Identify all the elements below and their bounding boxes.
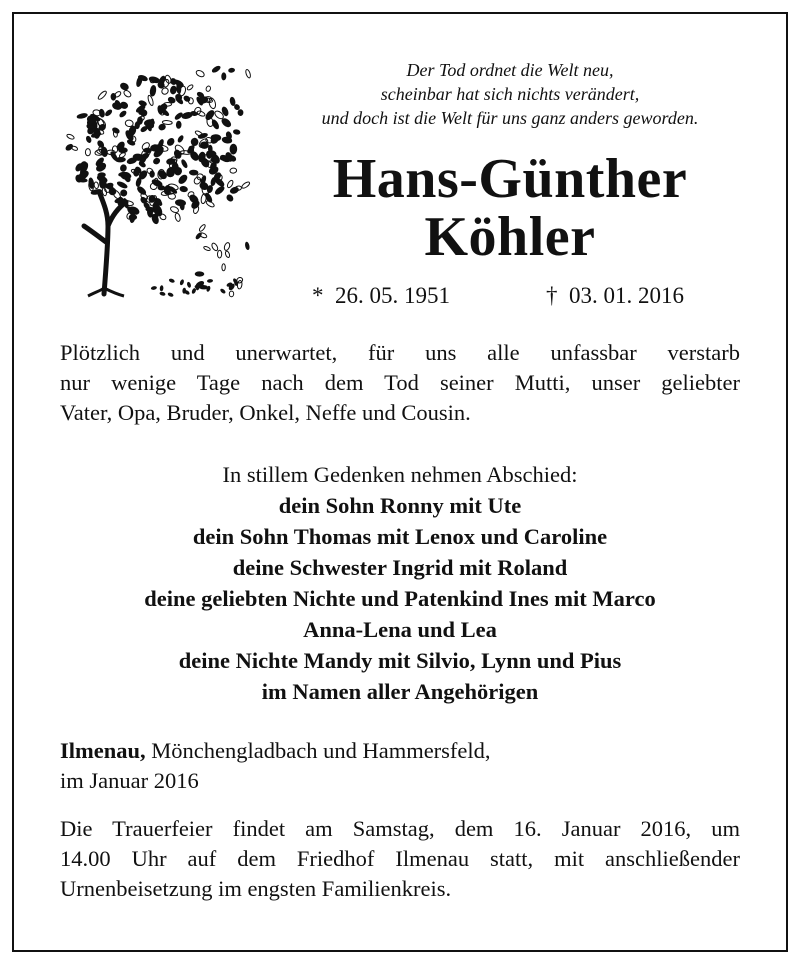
ground-leaf [159, 291, 166, 296]
birth-symbol: * [312, 283, 324, 308]
funeral-info [60, 814, 740, 904]
tree-leaf [138, 100, 147, 107]
ground-leaf [179, 279, 185, 286]
falling-leaf [197, 110, 206, 117]
farewell-heading: In stillem Gedenken nehmen Abschied: [222, 462, 578, 487]
tree-leaf [181, 159, 188, 168]
tree-leaf [135, 177, 141, 187]
tree-leaf [174, 213, 181, 222]
tree-leaf [65, 143, 74, 151]
tree-leaf [200, 142, 208, 148]
ground-leaf [168, 278, 175, 284]
ground-leaf [160, 285, 164, 291]
deceased-name [270, 150, 750, 266]
falling-leaf [226, 179, 234, 188]
falling-leaf [223, 242, 230, 251]
mourner-line: deine Nichte Mandy mit Silvio, Lynn und Pius [178, 648, 622, 673]
tree-leaf [230, 168, 237, 174]
tree-leaf [114, 91, 122, 99]
funeral-line: Urnenbeisetzung im engsten Familienkreis. [60, 876, 452, 901]
tree-leaf [170, 86, 177, 95]
tree-leaf [153, 157, 161, 165]
mourner-line: deine geliebten Nichte und Patenkind Ines mit Marco [144, 586, 656, 611]
tree-leaf [150, 85, 157, 96]
tree-leaf [180, 186, 188, 192]
falling-leaf [225, 251, 231, 258]
tree-leaf [119, 110, 127, 118]
falling-leaf [211, 65, 221, 73]
tree-leaf [117, 181, 128, 189]
tree-leaf [127, 139, 136, 146]
tree-leaf [123, 89, 132, 98]
quote [270, 58, 750, 130]
tree-leaf [177, 135, 184, 143]
tree-leaf [125, 119, 134, 127]
tree-leaf [146, 207, 154, 212]
tree-leaf [130, 213, 136, 223]
place-and-date [60, 736, 740, 796]
falling-leaf [221, 106, 229, 116]
mourner-line: im Namen aller Angehörigen [261, 679, 539, 704]
tree-leaf [191, 138, 198, 146]
quote-line: scheinbar hat sich nichts verändert, [380, 84, 640, 104]
falling-leaf [237, 280, 243, 289]
mourner-line: Anna-Lena und Lea [303, 617, 497, 642]
tree-leaf [175, 96, 184, 105]
tree-leaf [188, 97, 194, 104]
other-places: Mönchengladbach und Hammersfeld, [145, 738, 491, 763]
death-date [546, 282, 684, 310]
falling-leaf [211, 242, 219, 251]
falling-leaf [199, 285, 207, 289]
tree-leaf [99, 109, 105, 118]
tree-leaf [230, 144, 237, 154]
birth-date [312, 282, 450, 310]
intro-line: Vater, Opa, Bruder, Onkel, Neffe und Cousin. [60, 400, 471, 425]
falling-leaf [195, 272, 204, 276]
tree-leaf [97, 90, 107, 100]
tree-leaf [208, 97, 217, 109]
tree-leaf [144, 148, 152, 153]
falling-leaf [195, 69, 205, 78]
first-name: Hans-Günther [332, 148, 688, 210]
tree-leaf [120, 164, 127, 171]
falling-leaf [233, 129, 240, 134]
tree-leaf [176, 121, 181, 128]
tree-leaf [194, 130, 203, 137]
falling-leaf [238, 110, 243, 116]
falling-leaf [245, 69, 251, 79]
death-symbol: † [546, 283, 558, 308]
last-name: Köhler [424, 206, 596, 268]
ground-leaf [207, 279, 213, 283]
death-date-value: 03. 01. 2016 [569, 283, 684, 308]
tree-leaf [189, 170, 197, 175]
tree-leaf [170, 206, 180, 214]
tree-leaf [119, 82, 129, 91]
falling-leaf [195, 232, 202, 239]
falling-leaf [245, 242, 250, 250]
ground-leaf [186, 281, 191, 288]
falling-leaf [205, 200, 215, 208]
tree-leaf [204, 109, 215, 121]
funeral-line: Die Trauerfeier findet am Samstag, dem 16. Januar 2016, um [60, 816, 740, 841]
tree-leaf [71, 145, 78, 151]
tree-leaf [214, 185, 225, 195]
falling-leaf [226, 194, 234, 202]
tree-leaf [94, 182, 99, 189]
ground-leaf [167, 292, 174, 298]
mourner-line: dein Sohn Ronny mit Ute [278, 493, 522, 518]
tree-leaf [173, 149, 182, 159]
falling-leaf [198, 224, 206, 232]
falling-leaf [217, 250, 221, 258]
tree-leaf [166, 137, 175, 146]
falling-leaf [229, 291, 234, 297]
falling-leaf [203, 246, 211, 252]
place-line [60, 736, 740, 766]
tree-leaf [85, 149, 90, 156]
quote-line: Der Tod ordnet die Welt neu, [406, 60, 614, 80]
tree-leaf [175, 199, 186, 206]
tree-leaf [66, 133, 75, 140]
tree-leaf [119, 152, 127, 159]
tree-leaf [100, 147, 108, 157]
tree-leaf [77, 113, 88, 119]
mourners-list [40, 490, 760, 707]
quote-line: und doch ist die Welt für uns ganz anders geworden. [321, 108, 699, 128]
tree-leaf [211, 119, 220, 130]
falling-leaf [222, 264, 226, 271]
falling-leaf [241, 181, 251, 189]
intro-line: Plötzlich und unerwartet, für uns alle unfassbar verstarb [60, 340, 740, 365]
falling-leaf [230, 97, 236, 106]
birth-date-value: 26. 05. 1951 [335, 283, 450, 308]
intro-line: nur wenige Tage nach dem Tod seiner Mutti, unser geliebter [60, 370, 740, 395]
falling-leaf [228, 68, 234, 73]
date-line: im Januar 2016 [60, 768, 199, 793]
falling-leaf [205, 85, 211, 92]
ground-leaf [151, 286, 158, 291]
tree-leaf [105, 109, 113, 117]
city-name: Ilmenau, [60, 738, 146, 763]
mourner-line: deine Schwester Ingrid mit Roland [232, 555, 568, 580]
tree-leaf [186, 84, 193, 91]
falling-leaf [222, 73, 226, 80]
tree-leaf [86, 136, 92, 143]
tree-leaf [181, 112, 192, 120]
tree-leaf [183, 95, 191, 102]
windblown-tree-icon [48, 44, 254, 302]
funeral-line: 14.00 Uhr auf dem Friedhof Ilmenau statt, mit anschließender [60, 846, 740, 871]
mourner-line: dein Sohn Thomas mit Lenox und Caroline [192, 524, 608, 549]
tree-leaf [162, 120, 172, 125]
intro-text [60, 338, 740, 428]
ground-leaf [219, 288, 226, 295]
